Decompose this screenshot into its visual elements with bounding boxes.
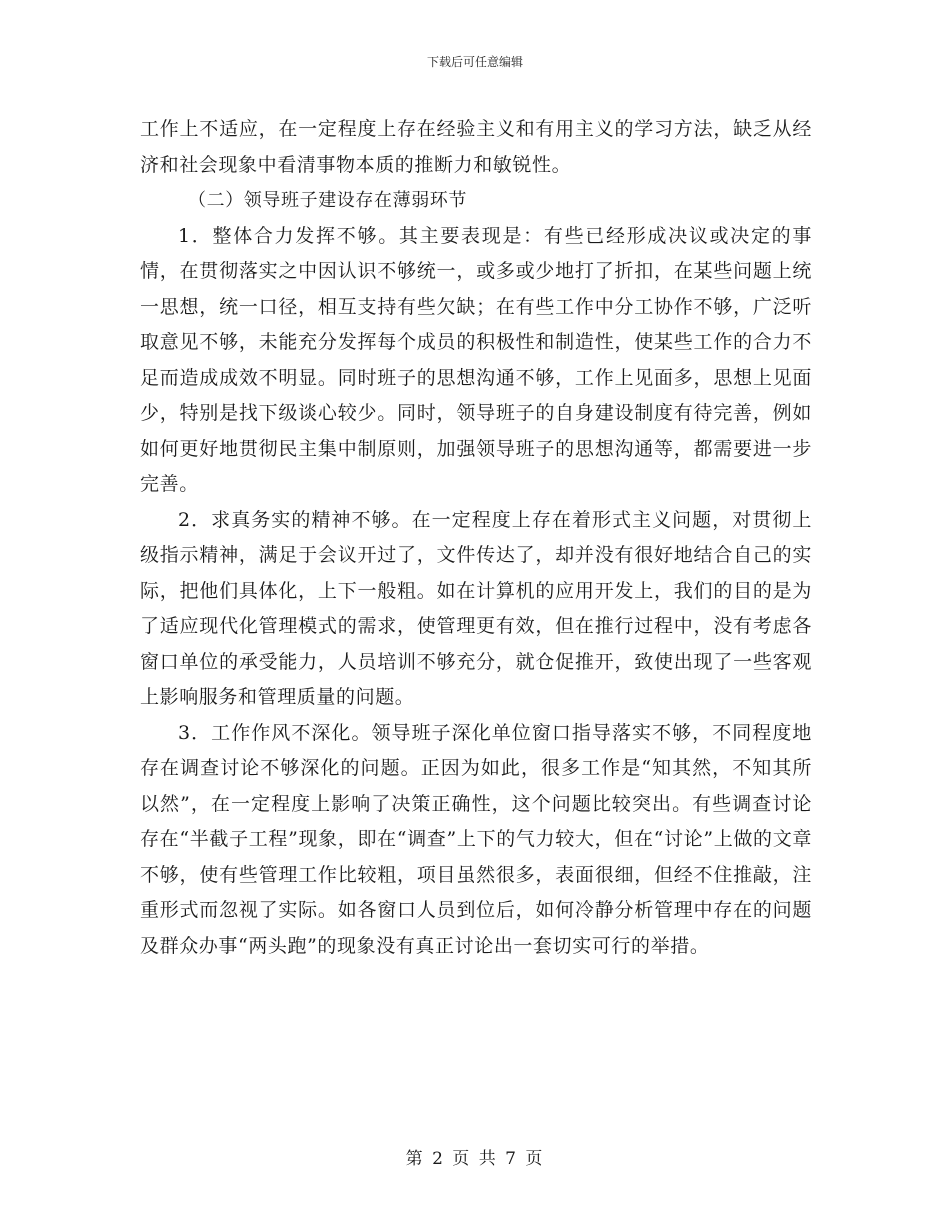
page-header: 下载后可任意编辑 (426, 55, 523, 69)
paragraph-1: 1．整体合力发挥不够。其主要表现是：有些已经形成决议或决定的事情，在贯彻落实之中因认识不够统一，或多或少地打了折扣，在某些问题上统一思想，统一口径，相互支持有些欠缺；在有些工作中分工协作不够，广泛听取意见不够，未能充分发挥每个成员的积极性和制造性，使某些工作的合力不足而造成成效不明显。同时班子的思想沟通不够，工作上见面多，思想上见面少，特别是找下级谈心较少。同时，领导班子的自身建设制度有待完善，例如如何更好地贯彻民主集中制原则，加强领导班子的思想沟通等，都需要进一步完善。 (140, 224, 812, 495)
paragraph-2: 2．求真务实的精神不够。在一定程度上存在着形式主义问题，对贯彻上级指示精神，满足于会议开过了，文件传达了，却并没有很好地结合自己的实际，把他们具体化，上下一般粗。如在计算机的应用开发上，我们的目的是为了适应现代化管理模式的需求，使管理更有效，但在推行过程中，没有考虑各窗口单位的承受能力，人员培训不够充分，就仓促推开，致使出现了一些客观上影响服务和管理质量的问题。 (140, 508, 812, 708)
paragraph-continued: 工作上不适应，在一定程度上存在经验主义和有用主义的学习方法，缺乏从经济和社会现象中看清事物本质的推断力和敏锐性。 (140, 118, 812, 176)
document-body (140, 112, 812, 964)
paragraph-3: 3．工作作风不深化。领导班子深化单位窗口指导落实不够，不同程度地存在调查讨论不够深化的问题。正因为如此，很多工作是“知其然，不知其所以然”，在一定程度上影响了决策正确性，这个问题比较突出。有些调查讨论存在“半截子工程”现象，即在“调查”上下的气力较大，但在“讨论”上做的文章不够，使有些管理工作比较粗，项目虽然很多，表面很细，但经不住推敲，注重形式而忽视了实际。如各窗口人员到位后，如何冷静分析管理中存在的问题及群众办事“两头跑”的现象没有真正讨论出一套切实可行的举措。 (140, 721, 812, 957)
section-subheading: （二）领导班子建设存在薄弱环节 (188, 190, 467, 211)
page-number-footer: 第 2 页 共 7 页 (405, 1149, 545, 1169)
